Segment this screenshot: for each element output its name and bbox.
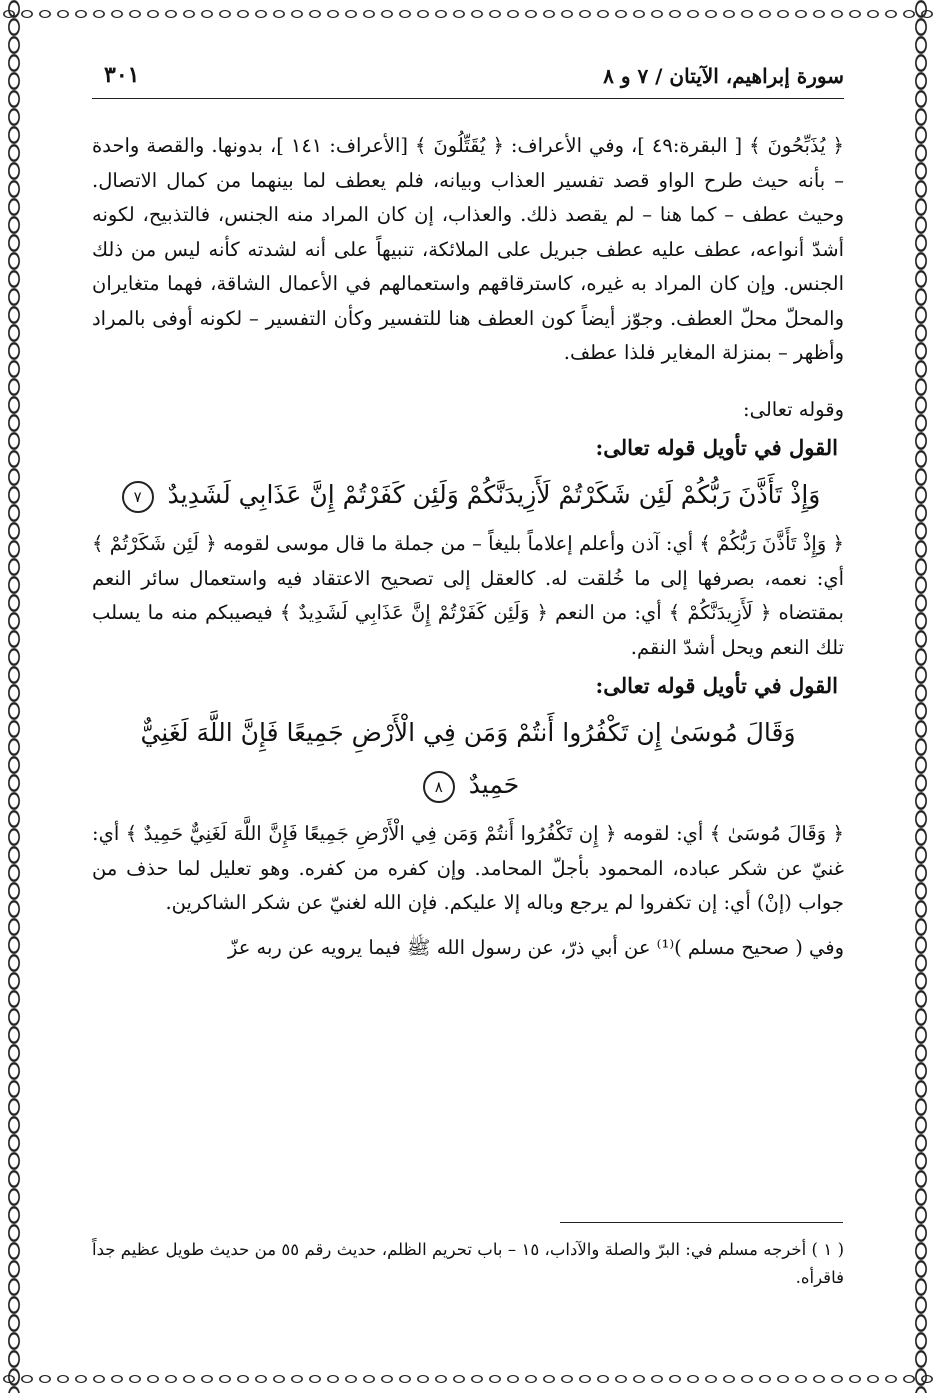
verse-8-number-icon: ٨ — [423, 771, 455, 803]
section-heading-2: القول في تأويل قوله تعالى: — [595, 673, 838, 698]
intro-line: وقوله تعالى: — [743, 397, 844, 421]
footnote-area — [92, 1236, 844, 1292]
paragraph-1: ﴿ يُذَبِّحُونَ ﴾ [ البقرة:٤٩ ]، وفي الأعراف: ﴿ يُقَتِّلُونَ ﴾ [الأعراف: ١٤١ ]، بدونها. والقصة واحدة – بأنه حيث طرح الواو قصد تفسير العذاب وبيانه، فلم يعطف لما بينهما من كمال الاتصال. وحيث عطف – كما هنا – لم يقصد ذلك. والعذاب، إن كان المراد منه الجنس، فالتذبيح، لكونه أشدّ أنواعه، عطف عليه عطف جبريل على الملائكة، تنبيهاً على أنه لشدته كأنه ليس من ذلك الجنس. وإن كان المراد به غيره، كاسترقاقهم واستعمالهم في الأعمال الشاقة، فهما متغايران والمحلّ محلّ العطف. وجوّز أيضاً كون العطف هنا للتفسير وكأن التفسير – لكونه أوفى بالمراد وأظهر – بمنزلة المغاير فلذا عطف. — [92, 134, 844, 364]
ornamental-border-left — [2, 0, 26, 1393]
paragraph-3: ﴿ وَقَالَ مُوسَىٰ ﴾ أي: لقومه ﴿ إِن تَكْفُرُوا أَنتُمْ وَمَن فِي الْأَرْضِ جَمِيعًا فَإِنَّ اللَّهَ لَغَنِيٌّ حَمِيدٌ ﴾ أي: غنيّ عن شكر عباده، المحمود بأجلّ المحامد. وإن كفره من كفره. وهو تعليل لما حذف من جواب (إنْ) أي: إن تكفروا لم يرجع وباله إلا عليكم. فإن الله لغنيّ عن شكر الشاكرين. — [92, 822, 844, 914]
verse-7-number-icon: ٧ — [122, 481, 154, 513]
ornamental-border-right — [909, 0, 933, 1393]
footnote: ( ١ ) أخرجه مسلم في: البرّ والصلة والآداب، ١٥ – باب تحريم الظلم، حديث رقم ٥٥ من حديث طويل عظيم جداً فاقرأه. — [92, 1240, 845, 1287]
paragraph-4: وفي ( صحيح مسلم )⁽¹⁾ عن أبي ذرّ، عن رسول الله ﷺ فيما يرويه عن ربه عزّ — [227, 935, 844, 959]
verse-7-text: وَإِذْ تَأَذَّنَ رَبُّكُمْ لَئِن شَكَرْتُمْ لَأَزِيدَنَّكُمْ وَلَئِن كَفَرْتُمْ إِنَّ عَذَابِي لَشَدِيدٌ — [167, 480, 821, 509]
running-header — [92, 52, 844, 99]
ornamental-border-top — [0, 2, 935, 26]
paragraph-2: ﴿ وَإِذْ تَأَذَّنَ رَبُّكُمْ ﴾ أي: آذن وأعلم إعلاماً بليغاً – من جملة ما قال موسى لقومه ﴿ لَئِن شَكَرْتُمْ ﴾ أي: نعمه، بصرفها إلى ما خُلقت له. كالعقل إلى تصحيح الاعتقاد فيه واستعمال سائر النعم بمقتضاه ﴿ لَأَزِيدَنَّكُمْ ﴾ أي: من النعم ﴿ وَلَئِن كَفَرْتُمْ إِنَّ عَذَابِي لَشَدِيدٌ ﴾ فيصيبكم منه ما يسلب تلك النعم ويحل أشدّ النقم. — [92, 532, 844, 659]
book-page — [92, 52, 844, 965]
header-title: سورة إبراهيم، الآيتان / ٧ و ٨ — [603, 64, 844, 88]
verse-8-text: وَقَالَ مُوسَىٰ إِن تَكْفُرُوا أَنتُمْ وَمَن فِي الْأَرْضِ جَمِيعًا فَإِنَّ اللَّهَ لَغَنِيٌّ حَمِيدٌ — [140, 718, 796, 799]
verse-7 — [92, 469, 844, 521]
ornamental-border-bottom — [0, 1367, 935, 1391]
verse-8 — [92, 707, 844, 811]
section-heading-1: القول في تأويل قوله تعالى: — [595, 435, 838, 460]
page-number: ٣٠١ — [104, 62, 140, 88]
footnote-divider — [560, 1222, 843, 1223]
